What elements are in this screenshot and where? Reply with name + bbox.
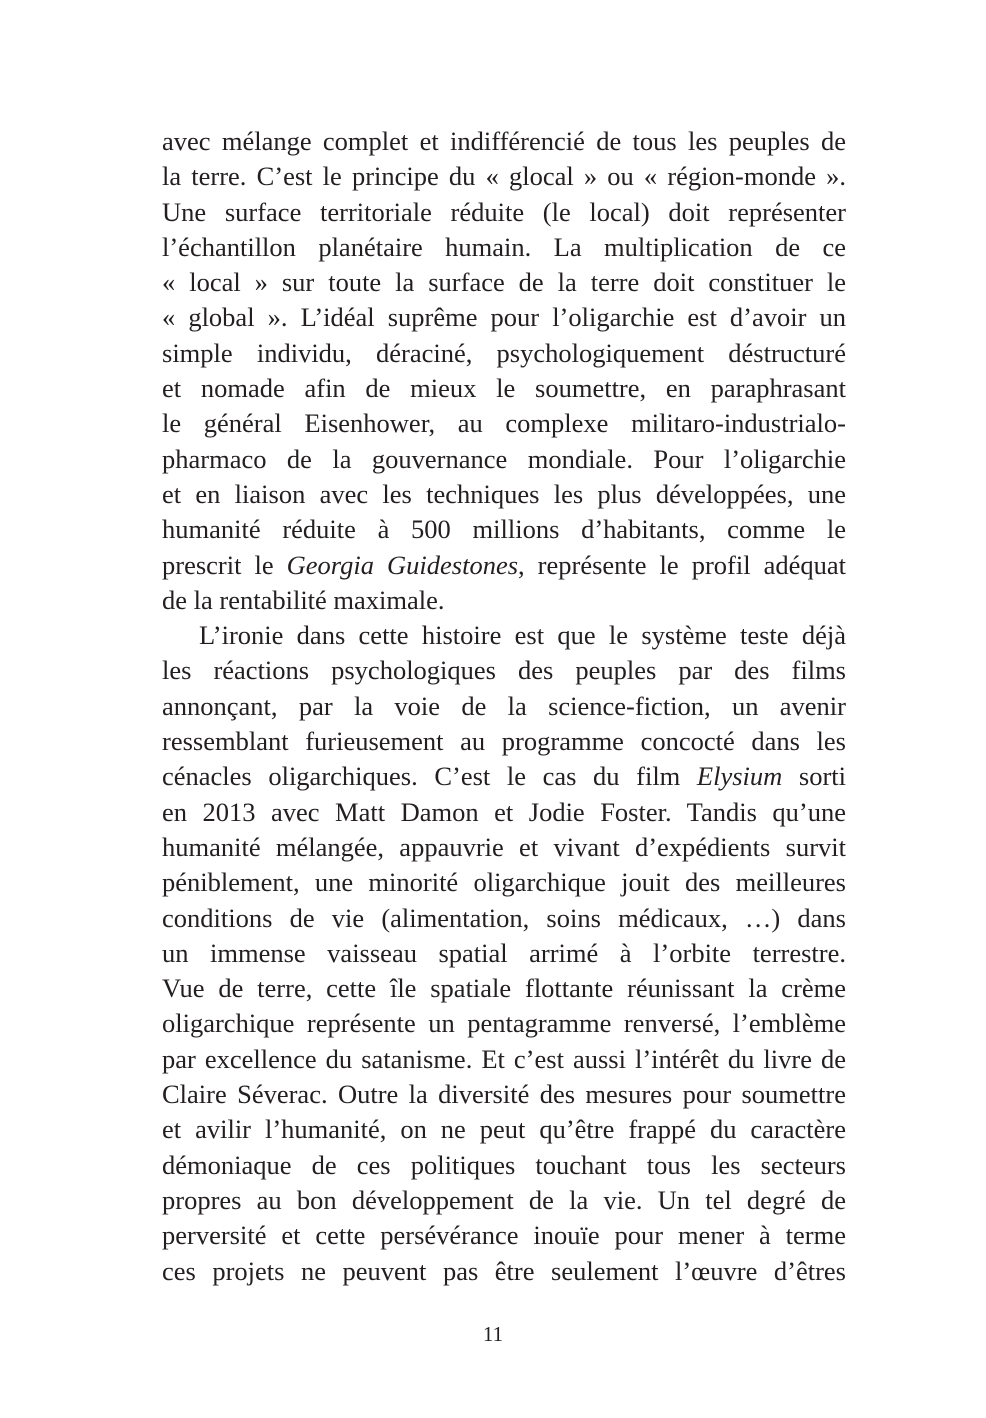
text-line: et nomade afin de mieux le soumettre, en paraphrasant: [162, 373, 846, 404]
page-number: 11: [482, 1322, 504, 1346]
text-line: démoniaque de ces politiques touchant tous les secteurs: [162, 1149, 846, 1180]
text-line: cénacles oligarchiques. C’est le cas du film Elysium sorti: [162, 761, 846, 792]
text-line: « global ». L’idéal suprême pour l’oligarchie est d’avoir un: [162, 302, 846, 333]
text-line: ressemblant furieusement au programme concocté dans les: [162, 726, 846, 757]
text-line: conditions de vie (alimentation, soins médicaux, …) dans: [162, 902, 846, 933]
text-line: et avilir l’humanité, on ne peut qu’être frappé du caractère: [162, 1114, 846, 1145]
text-line: en 2013 avec Matt Damon et Jodie Foster. Tandis qu’une: [162, 796, 846, 827]
text-line: Claire Séverac. Outre la diversité des mesures pour soumettre: [162, 1079, 846, 1110]
text-line: la terre. C’est le principe du « glocal » ou « région-monde ».: [162, 161, 846, 192]
text-line: « local » sur toute la surface de la terre doit constituer le: [162, 267, 846, 298]
text-line: perversité et cette persévérance inouïe pour mener à terme: [162, 1220, 846, 1251]
paragraph-1: [162, 124, 846, 618]
text-line: humanité mélangée, appauvrie et vivant d’expédients survit: [162, 831, 846, 862]
text-line: ces projets ne peuvent pas être seulement l’œuvre d’êtres: [162, 1255, 846, 1286]
text-line: et en liaison avec les techniques les plus développées, une: [162, 478, 846, 509]
text-line: avec mélange complet et indifférencié de tous les peuples de: [162, 126, 846, 156]
text-line: propres au bon développement de la vie. Un tel degré de: [162, 1184, 846, 1215]
text-line: le général Eisenhower, au complexe militaro-industrialo-: [162, 408, 846, 439]
text-line: annonçant, par la voie de la science-fiction, un avenir: [162, 690, 846, 721]
italic-title-georgia-guidestones: Georgia Guidestones: [286, 549, 519, 580]
text-line: Vue de terre, cette île spatiale flottante réunissant la crème: [162, 973, 846, 1004]
text-line: par excellence du satanisme. Et c’est aussi l’intérêt du livre de: [162, 1043, 846, 1074]
text-line: l’échantillon planétaire humain. La multiplication de ce: [162, 231, 846, 262]
paragraph-2: [162, 618, 846, 1289]
text-line: les réactions psychologiques des peuples par des films: [162, 655, 846, 686]
text-line: Une surface territoriale réduite (le local) doit représenter: [162, 196, 846, 227]
text-line: simple individu, déraciné, psychologiquement déstructuré: [162, 337, 846, 368]
text-line: péniblement, une minorité oligarchique jouit des meilleures: [162, 867, 846, 898]
page-body: [162, 124, 846, 1289]
text-line: de la rentabilité maximale.: [162, 584, 445, 615]
text-line: pharmaco de la gouvernance mondiale. Pour l’oligarchie: [162, 443, 846, 474]
text-line: prescrit le Georgia Guidestones, représente le profil adéquat: [162, 549, 846, 580]
text-line: un immense vaisseau spatial arrimé à l’orbite terrestre.: [162, 937, 846, 968]
italic-title-elysium: Elysium: [696, 761, 783, 792]
text-line: oligarchique représente un pentagramme renversé, l’emblème: [162, 1008, 846, 1039]
text-line: humanité réduite à 500 millions d’habitants, comme le: [162, 514, 846, 545]
text-line: L’ironie dans cette histoire est que le système teste déjà: [199, 620, 846, 651]
